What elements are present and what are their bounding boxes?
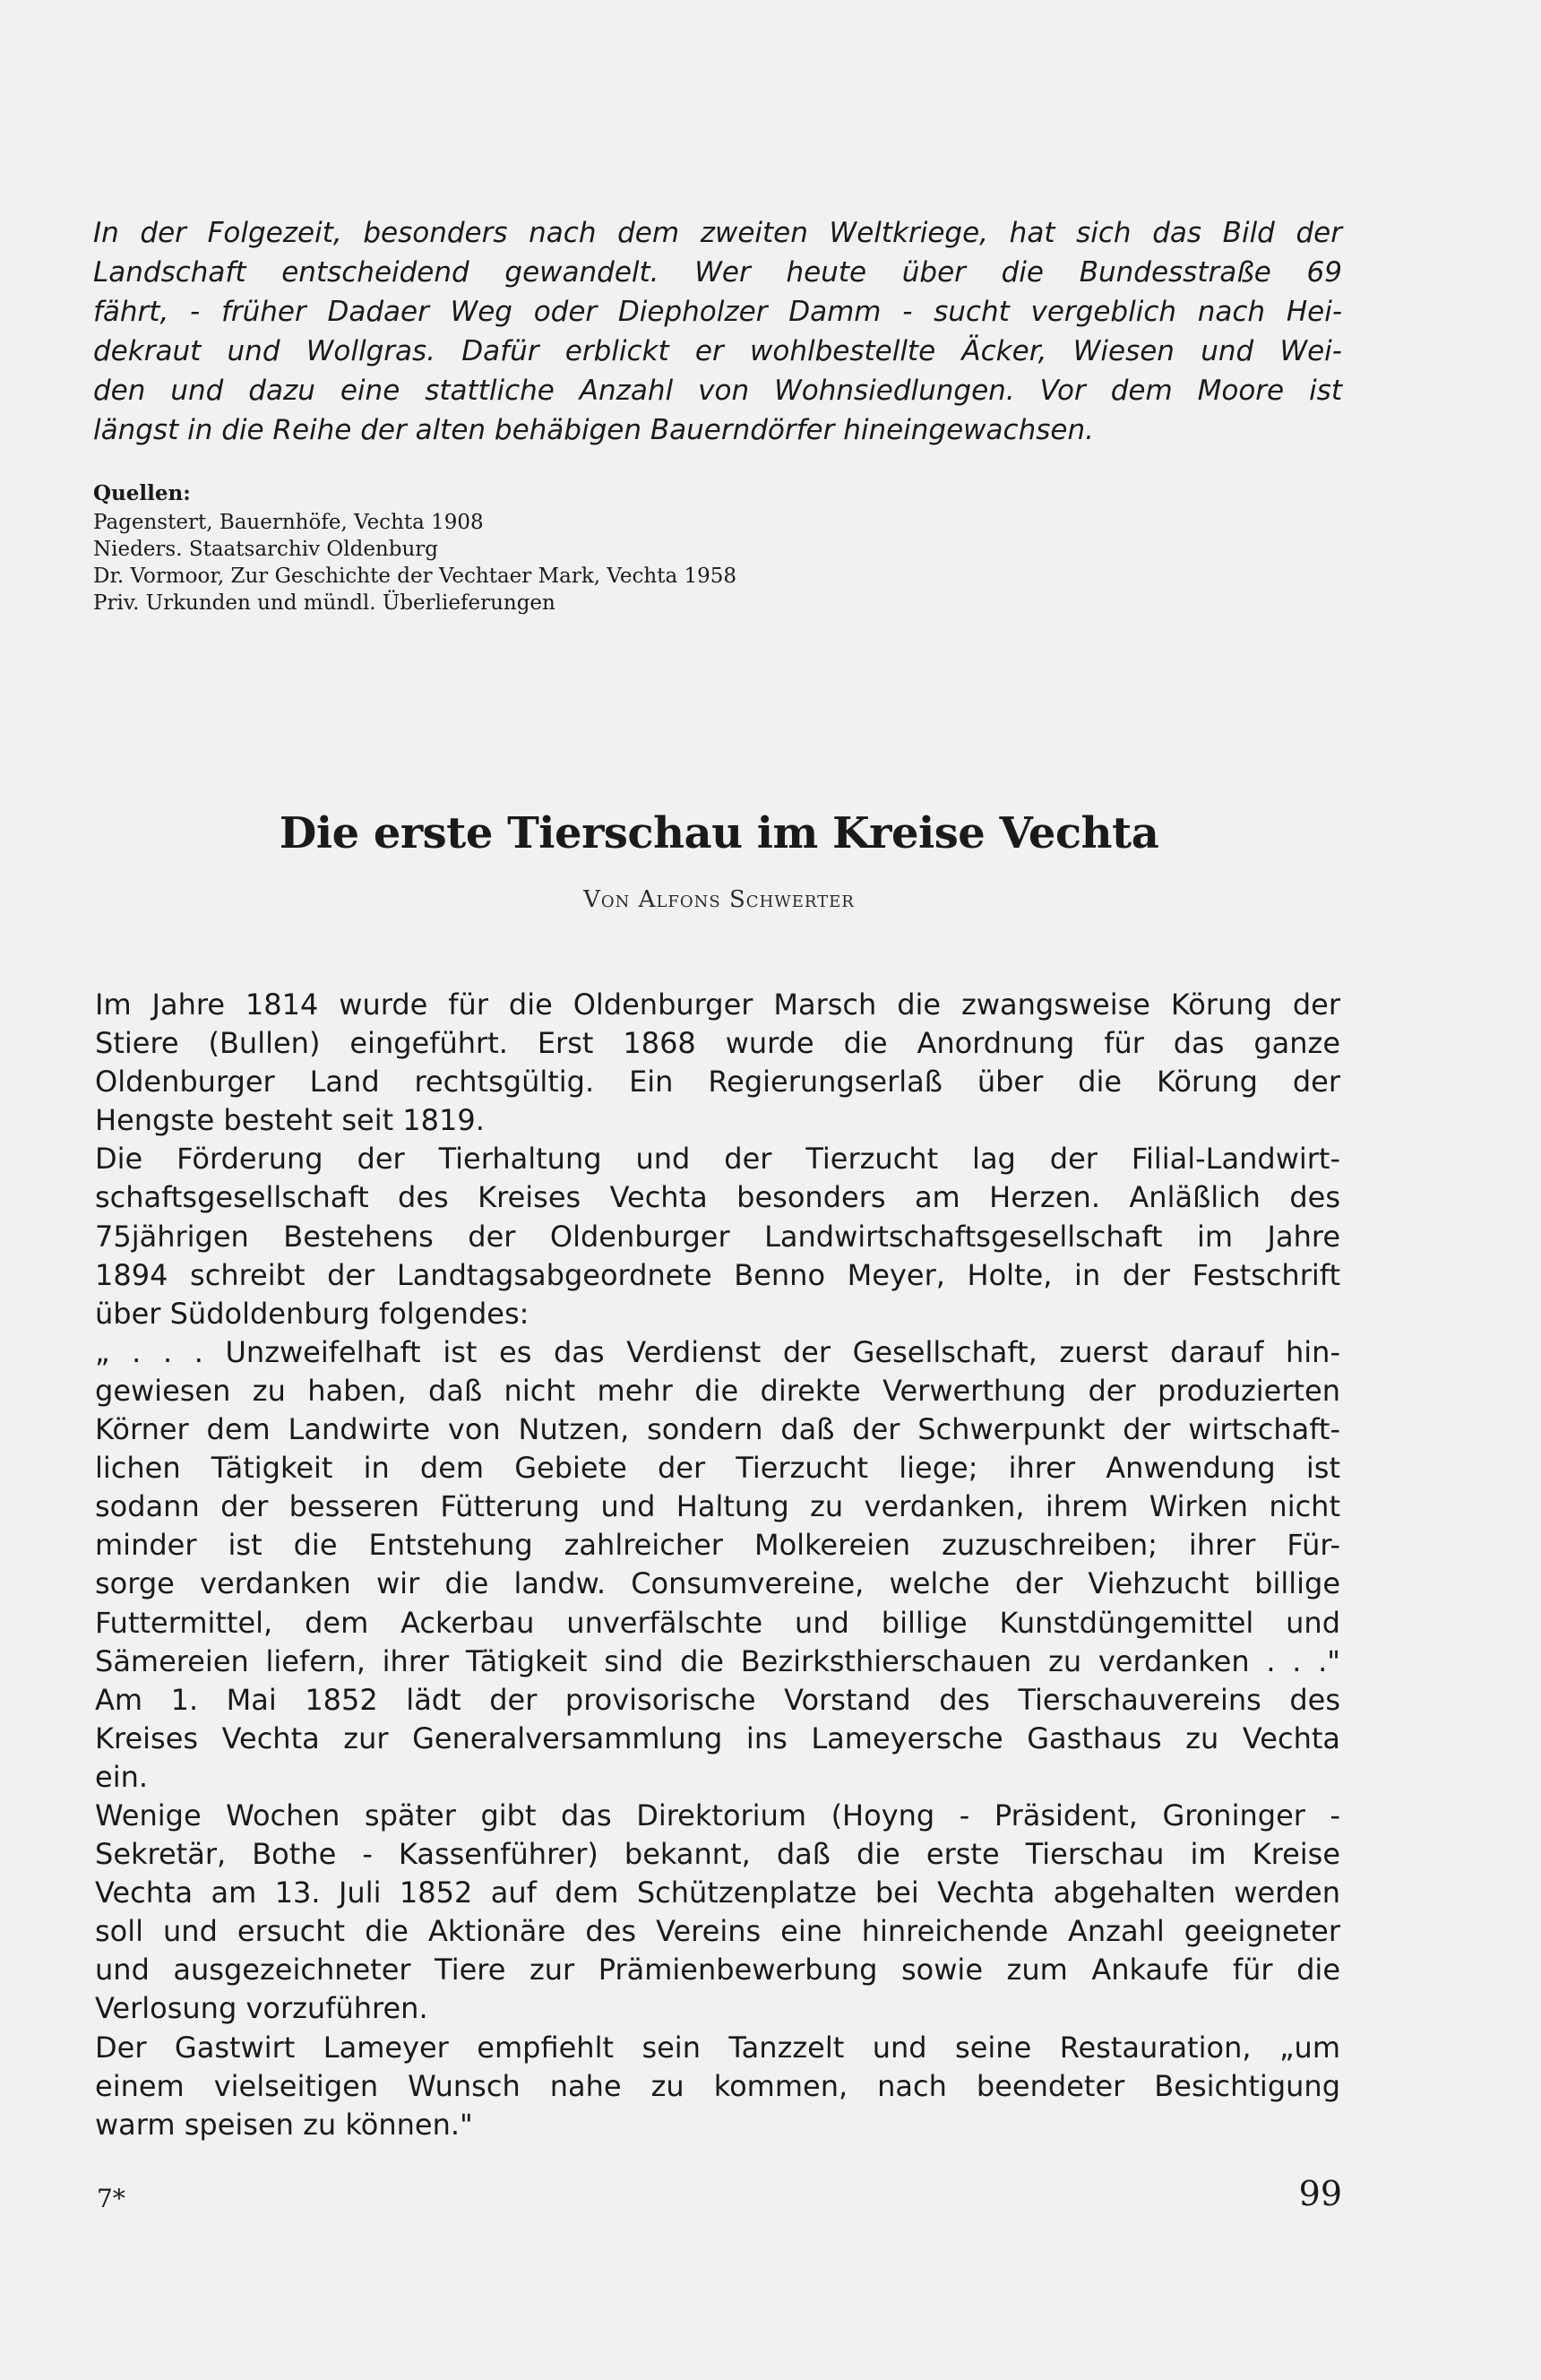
body-line: ein. <box>95 1759 149 1794</box>
body-line: Stiere (Bullen) eingeführt. Erst 1868 wurde die Anordnung für das ganze <box>95 1026 1340 1061</box>
body-line: soll und ersucht die Aktionäre des Vereins eine hinreichende Anzahl geeigneter <box>95 1914 1340 1949</box>
article-title: Die erste Tierschau im Kreise Vechta <box>279 808 1159 858</box>
intro-paragraph <box>93 213 1342 450</box>
body-line: Wenige Wochen später gibt das Direktorium (Hoyng - Präsident, Groninger - <box>95 1798 1340 1832</box>
body-line: lichen Tätigkeit in dem Gebiete der Tierzucht liege; ihrer Anwendung ist <box>95 1451 1340 1486</box>
body-line: gewiesen zu haben, daß nicht mehr die direkte Verwerthung der produzierten <box>95 1373 1340 1408</box>
sources-block <box>93 480 989 617</box>
body-line: Hengste besteht seit 1819. <box>95 1103 485 1138</box>
body-line: Am 1. Mai 1852 lädt der provisorische Vorstand des Tierschauvereins des <box>95 1682 1340 1717</box>
sources-heading: Quellen: <box>93 481 191 505</box>
body-line: sodann der besseren Fütterung und Haltung zu verdanken, ihrem Wirken nicht <box>95 1489 1340 1524</box>
body-line: Der Gastwirt Lameyer empfiehlt sein Tanzzelt und seine Restauration, „um <box>95 2030 1340 2065</box>
body-line: „ . . . Unzweifelhaft ist es das Verdienst der Gesellschaft, zuerst darauf hin- <box>95 1334 1340 1369</box>
intro-line: Landschaft entscheidend gewandelt. Wer heute über die Bundesstraße 69 <box>93 256 1342 289</box>
body-line: Oldenburger Land rechtsgültig. Ein Regierungserlaß über die Körung der <box>95 1065 1340 1099</box>
source-item: Nieders. Staatsarchiv Oldenburg <box>93 538 438 561</box>
body-line: warm speisen zu können." <box>95 2107 473 2142</box>
intro-line: dekraut und Wollgras. Dafür erblickt er wohlbestellte Äcker, Wiesen und Wei- <box>93 335 1342 367</box>
body-line: Im Jahre 1814 wurde für die Oldenburger Marsch die zwangsweise Körung der <box>95 987 1340 1022</box>
body-line: Kreises Vechta zur Generalversammlung ins Lameyersche Gasthaus zu Vechta <box>95 1720 1340 1755</box>
signature-mark: 7* <box>97 2184 125 2213</box>
intro-line: den und dazu eine stattliche Anzahl von Wohnsiedlungen. Vor dem Moore ist <box>93 375 1342 407</box>
source-item: Dr. Vormoor, Zur Geschichte der Vechtaer Mark, Vechta 1958 <box>93 565 736 588</box>
body-line: Körner dem Landwirte von Nutzen, sondern daß der Schwerpunkt der wirtschaft- <box>95 1412 1340 1447</box>
body-line: 75jährigen Bestehens der Oldenburger Landwirtschaftsgesellschaft im Jahre <box>95 1219 1340 1254</box>
body-line: Vechta am 13. Juli 1852 auf dem Schützenplatze bei Vechta abgehalten werden <box>95 1876 1340 1910</box>
body-line: minder ist die Entstehung zahlreicher Molkereien zuzuschreiben; ihrer Für- <box>95 1528 1340 1563</box>
body-line: und ausgezeichneter Tiere zur Prämienbewerbung sowie zum Ankaufe für die <box>95 1953 1340 1988</box>
body-line: Sämereien liefern, ihrer Tätigkeit sind die Bezirksthierschauen zu verdanken . . ." <box>95 1643 1340 1678</box>
body-line: Futtermittel, dem Ackerbau unverfälschte und billige Kunstdüngemittel und <box>95 1605 1340 1640</box>
body-line: Sekretär, Bothe - Kassenführer) bekannt, daß die erste Tierschau im Kreise <box>95 1837 1340 1872</box>
article-body <box>95 986 1340 2144</box>
intro-line: längst in die Reihe der alten behäbigen Bauerndörfer hineingewachsen. <box>93 414 1094 446</box>
body-line: über Südoldenburg folgendes: <box>95 1296 529 1331</box>
source-item: Pagenstert, Bauernhöfe, Vechta 1908 <box>93 511 484 534</box>
body-line: einem vielseitigen Wunsch nahe zu kommen, nach beendeter Besichtigung <box>95 2068 1340 2103</box>
body-line: sorge verdanken wir die landw. Consumvereine, welche der Viehzucht billige <box>95 1566 1340 1601</box>
intro-line: In der Folgezeit, besonders nach dem zweiten Weltkriege, hat sich das Bild der <box>93 217 1342 249</box>
article-author: Von Alfons Schwerter <box>583 886 855 913</box>
body-line: schaftsgesellschaft des Kreises Vechta besonders am Herzen. Anläßlich des <box>95 1180 1340 1215</box>
body-line: Die Förderung der Tierhaltung und der Tierzucht lag der Filial-Landwirt- <box>95 1142 1340 1177</box>
source-item: Priv. Urkunden und mündl. Überlieferungen <box>93 591 555 615</box>
intro-line: fährt, - früher Dadaer Weg oder Diepholzer Damm - sucht vergeblich nach Hei- <box>93 296 1342 328</box>
page-number: 99 <box>1298 2174 1342 2213</box>
body-line: 1894 schreibt der Landtagsabgeordnete Benno Meyer, Holte, in der Festschrift <box>95 1257 1340 1292</box>
body-line: Verlosung vorzuführen. <box>95 1991 428 2026</box>
